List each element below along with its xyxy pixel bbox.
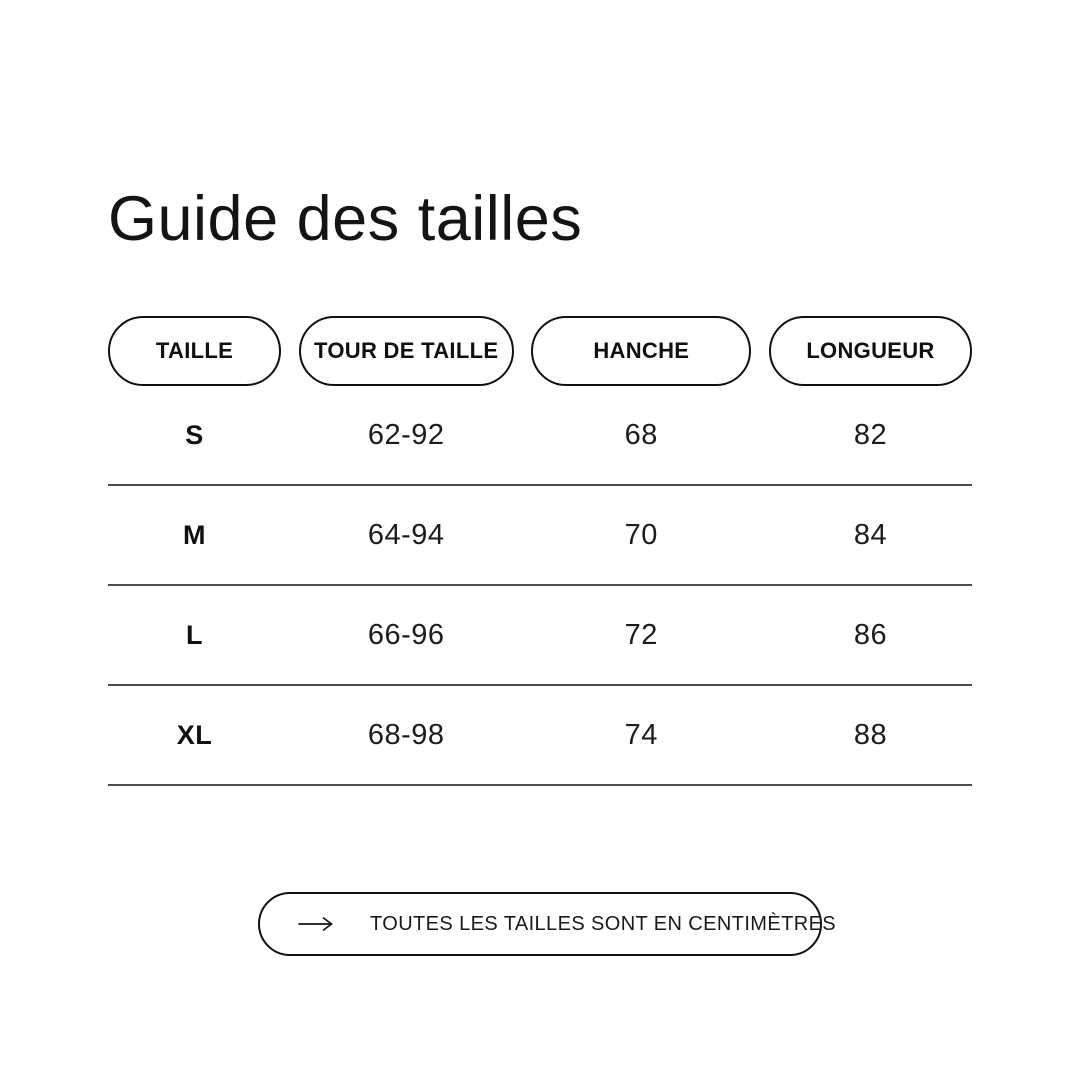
- length-value: 88: [853, 718, 888, 751]
- waist-value: 62-92: [367, 418, 445, 451]
- hip-value: 74: [624, 718, 658, 751]
- waist-value: 68-98: [367, 718, 445, 751]
- hip-value: 68: [624, 418, 658, 451]
- size-label: L: [186, 619, 203, 650]
- size-table: [108, 316, 972, 786]
- column-header-longueur: LONGUEUR: [769, 316, 972, 386]
- table-row-l: [108, 586, 972, 686]
- page-title: Guide des tailles: [108, 184, 583, 255]
- column-header-hanche: HANCHE: [531, 316, 751, 386]
- waist-value: 64-94: [367, 518, 445, 551]
- column-header-tour-de-taille: TOUR DE TAILLE: [299, 316, 514, 386]
- size-label: XL: [176, 719, 213, 750]
- hip-value: 70: [624, 518, 658, 551]
- length-value: 84: [853, 518, 888, 551]
- table-row-m: [108, 486, 972, 586]
- table-row-s: [108, 386, 972, 486]
- length-value: 82: [853, 418, 888, 451]
- table-row-xl: [108, 686, 972, 786]
- length-value: 86: [853, 618, 888, 651]
- hip-value: 72: [624, 618, 658, 651]
- waist-value: 66-96: [367, 618, 445, 651]
- long-right-arrow-icon: [298, 916, 334, 932]
- size-label: S: [185, 419, 204, 450]
- table-header-row: [108, 316, 972, 386]
- column-header-taille: TAILLE: [108, 316, 281, 386]
- units-note-pill: [258, 892, 837, 956]
- units-note-text: TOUTES LES TAILLES SONT EN CENTIMÈTRES: [370, 912, 837, 935]
- size-label: M: [183, 519, 206, 550]
